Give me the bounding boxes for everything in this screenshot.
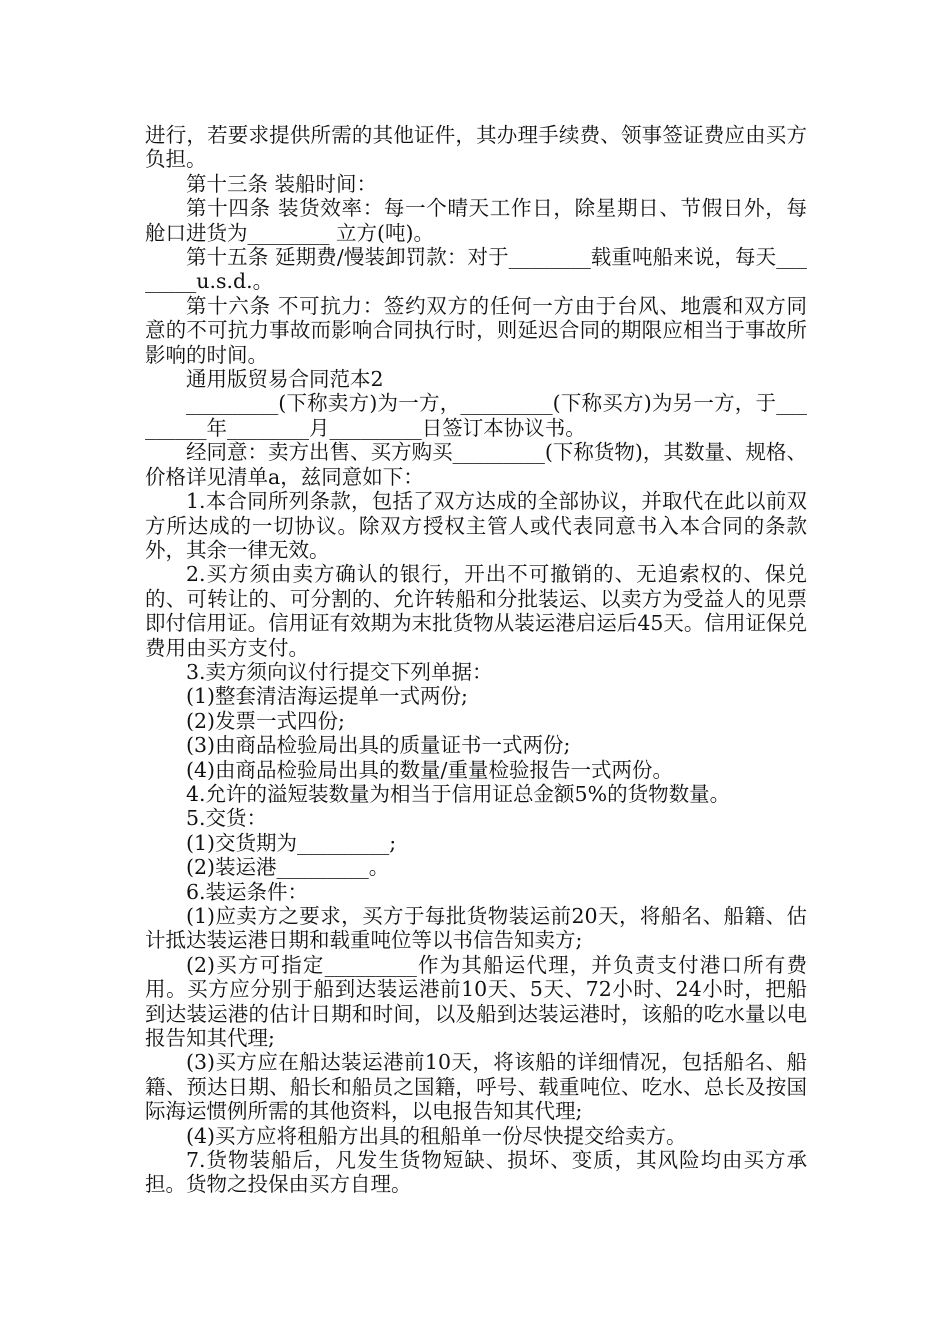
clause-5-item-1: (1)交货期为_________;	[186, 830, 397, 855]
clause-6-item-1: (1)应卖方之要求，买方于每批货物装运前20天，将船名、船籍、估计抵达装运港日期和载重吨位等以书信告知卖方;	[145, 904, 807, 953]
clause-6-item-2: (2)买方可指定_________作为其船运代理，并负责支付港口所有费用。买方应分别于船到达装运港前10天、5天、72小时、24小时，把船到达装运港的估计日期和时间，以及船到达装运港时，该船的吃水量以电报告知其代理;	[145, 952, 807, 1051]
paragraph-article-16: 第十六条 不可抗力：签约双方的任何一方由于台风、地震和双方同意的不可抗力事故而影响合同执行时，则延迟合同的期限应相当于事故所影响的时间。	[145, 293, 807, 367]
section-heading: 通用版贸易合同范本2	[186, 367, 384, 392]
paragraph-article-14: 第十四条 装货效率：每一个晴天工作日，除星期日、节假日外，每舱口进货为________ 立方(吨)。	[145, 196, 807, 245]
clause-6-item-3: (3)买方应在船达装运港前10天，将该船的详细情况，包括船名、船籍、预达日期、船长和船员之国籍，呼号、载重吨位、吃水、总长及按国际海运惯例所需的其他资料，以电报告知其代理;	[145, 1050, 807, 1124]
clause-3: 3.卖方须向议付行提交下列单据：	[186, 659, 493, 684]
paragraph-agreement: 经同意：卖方出售、买方购买_________(下称货物)，其数量、规格、价格详见清单a，兹同意如下：	[145, 440, 807, 489]
clause-6: 6.装运条件：	[186, 879, 309, 904]
paragraph-continuation: 进行，若要求提供所需的其他证件，其办理手续费、领事签证费应由买方负担。	[145, 123, 807, 172]
clause-2: 2.买方须由卖方确认的银行，开出不可撤销的、无追索权的、保兑的、可转让的、可分割的、允许转船和分批装运、以卖方为受益人的见票即付信用证。信用证有效期为末批货物从装运港启运后45天。信用证保兑费用由买方支付。	[145, 562, 807, 660]
paragraph-article-13: 第十三条 装船时间：	[186, 171, 378, 196]
clause-3-item-1: (1)整套清洁海运提单一式两份;	[186, 684, 468, 709]
paragraph-parties: _________(下称卖方)为一方，_________(下称买方)为另一方，于_________年________月_________日签订本协议书。	[145, 391, 807, 440]
paragraph-article-15: 第十五条 延期费/慢装卸罚款：对于________载重吨船来说，每天________u.s.d.。	[145, 245, 807, 294]
clause-3-item-3: (3)由商品检验局出具的质量证书一式两份;	[186, 733, 571, 758]
clause-7: 7.货物装船后，凡发生货物短缺、损坏、变质，其风险均由买方承担。货物之投保由买方自理。	[145, 1148, 807, 1197]
clause-5: 5.交货：	[186, 806, 268, 831]
clause-4: 4.允许的溢短装数量为相当于信用证总金额5%的货物数量。	[186, 781, 731, 806]
clause-1: 1.本合同所列条款，包括了双方达成的全部协议，并取代在此以前双方所达成的一切协议。除双方授权主管人或代表同意书入本合同的条款外，其余一律无效。	[145, 489, 807, 562]
document-body	[145, 123, 807, 1197]
clause-3-item-2: (2)发票一式四份;	[186, 708, 345, 733]
clause-6-item-4: (4)买方应将租船方出具的租船单一份尽快提交给卖方。	[186, 1123, 687, 1148]
clause-5-item-2: (2)装运港_________。	[186, 855, 390, 880]
clause-3-item-4: (4)由商品检验局出具的数量/重量检验报告一式两份。	[186, 757, 673, 782]
